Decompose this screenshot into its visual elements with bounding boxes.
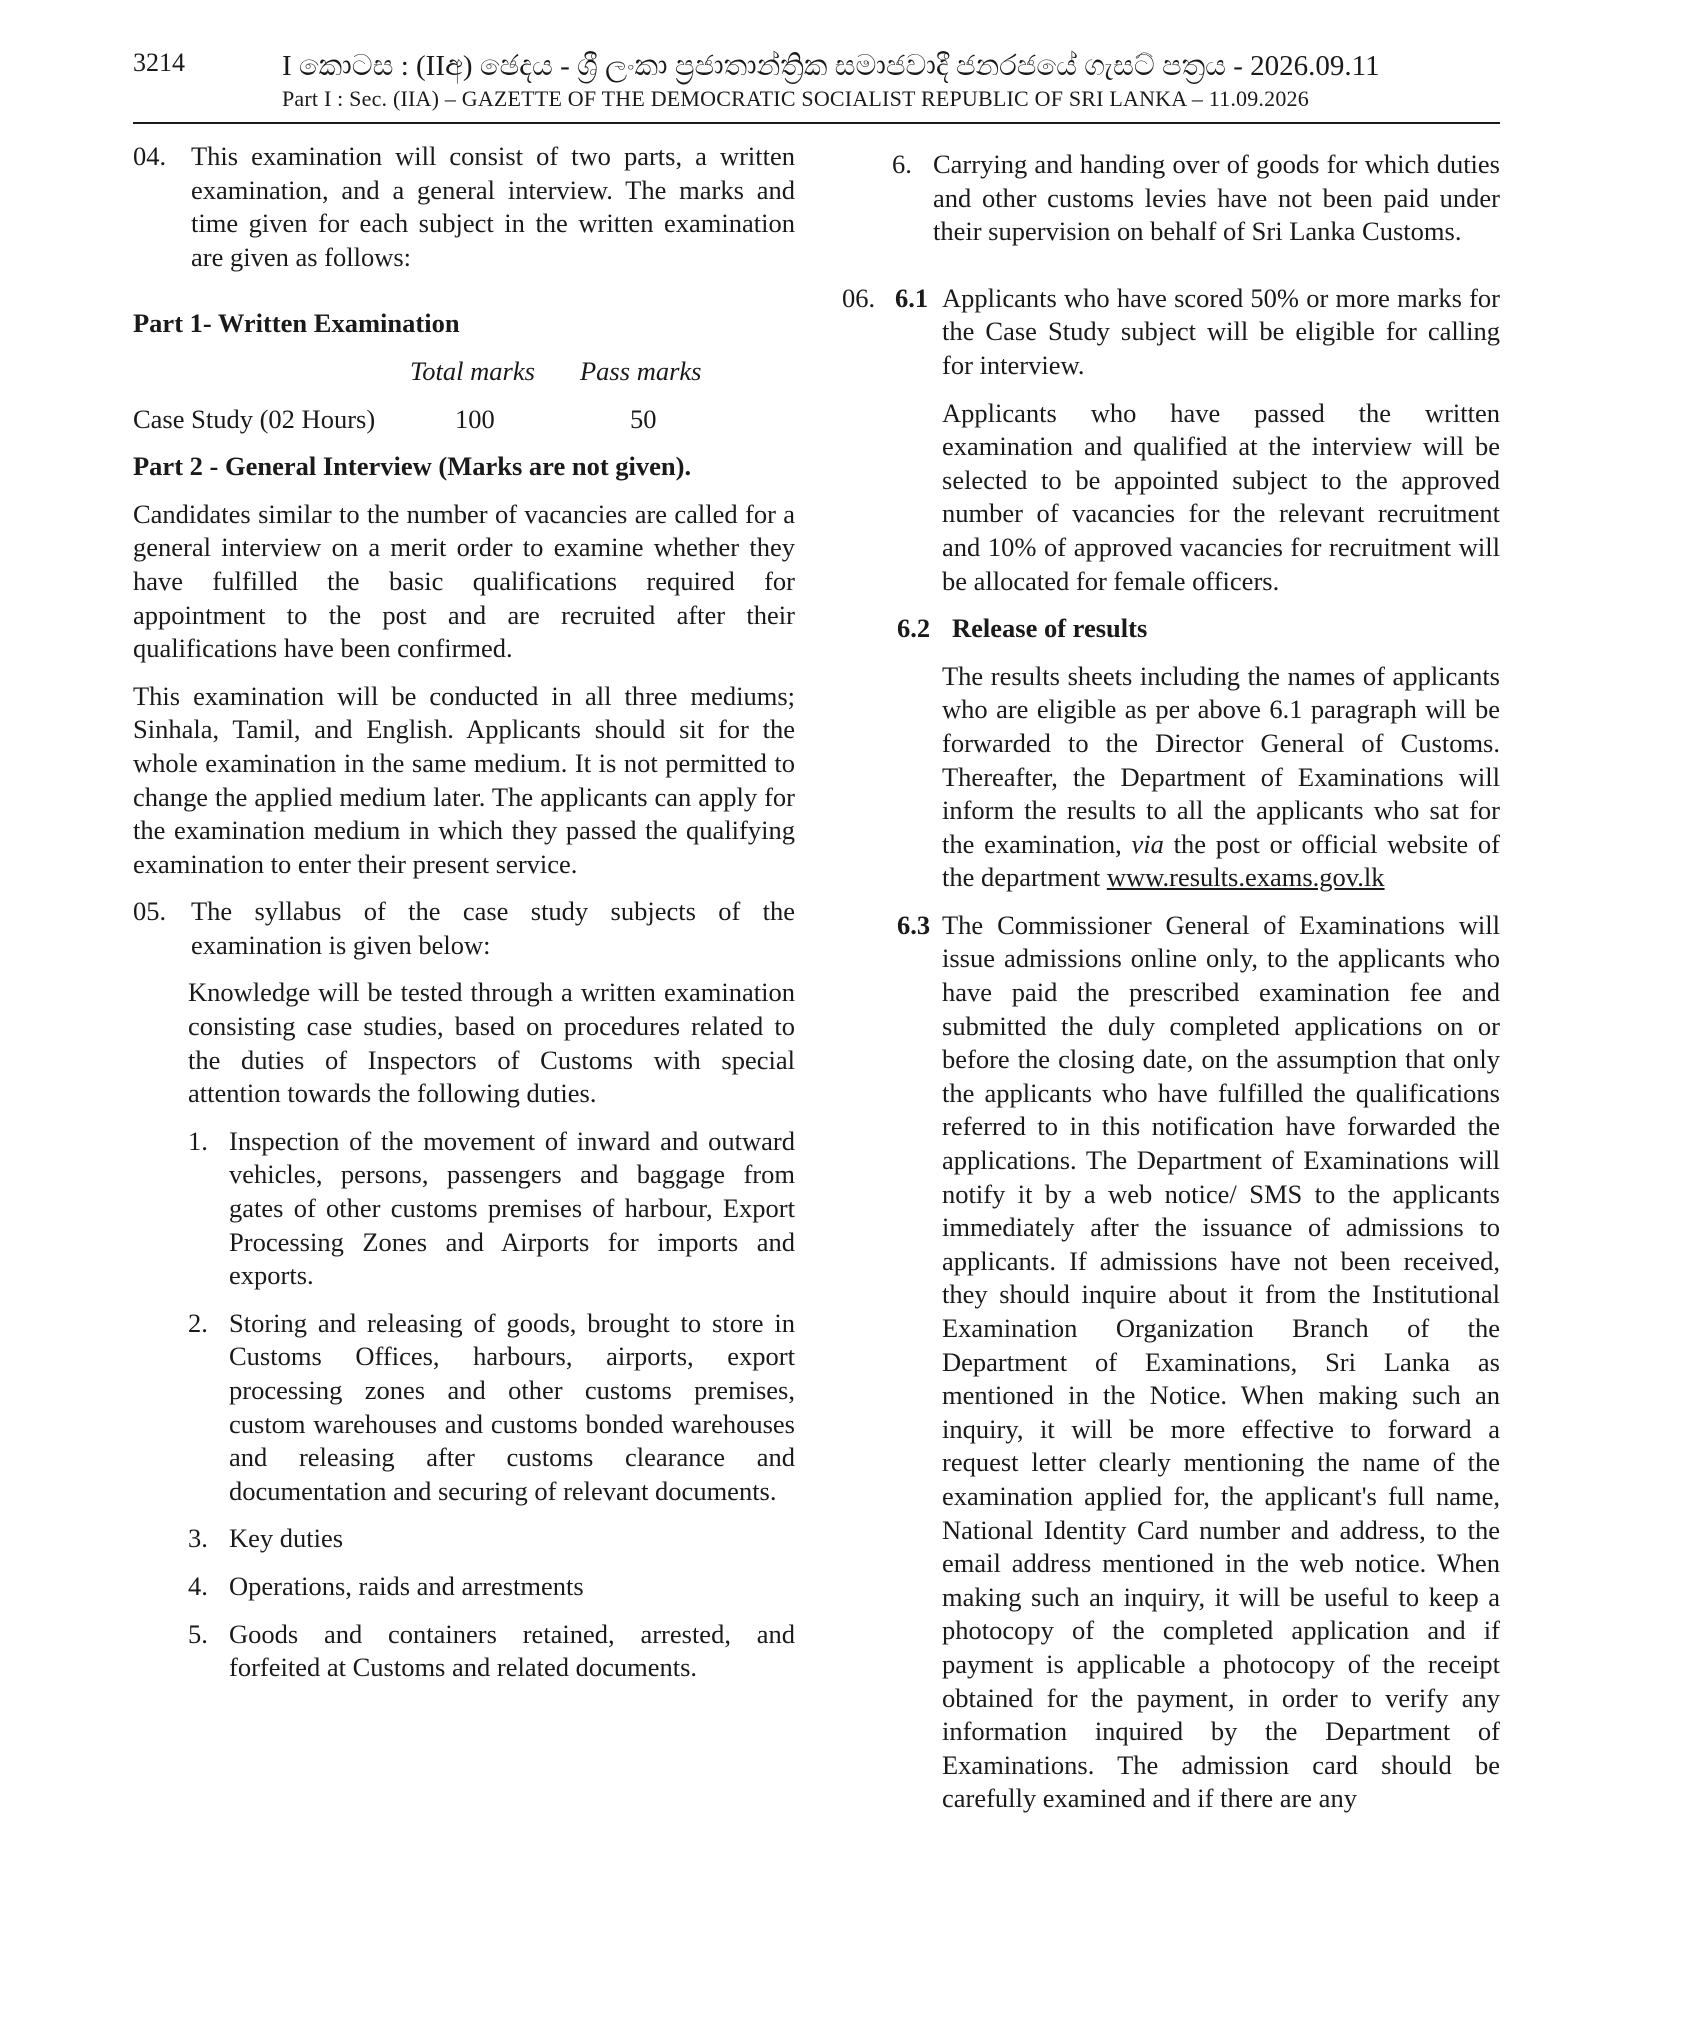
list-item [188, 1125, 795, 1293]
header-english-title: Part I : Sec. (IIA) – GAZETTE OF THE DEMOCRATIC SOCIALIST REPUBLIC OF SRI LANKA – 11.09.2026 [282, 86, 1309, 111]
list-number: 4. [188, 1570, 208, 1601]
results-text: The results sheets including the names of applicants who are eligible as per above 6.1 paragraph will be forwarded to the Director General of Customs. Thereafter, the Department of Examinations will inform the results to all the applicants who sat for the examination, [942, 660, 1500, 859]
results-paragraph [942, 660, 1500, 895]
section-label [842, 282, 942, 383]
list-text: Inspection of the movement of inward and outward vehicles, persons, passengers and baggage from gates of other customs premises of harbour, Export Processing Zones and Airports for imports and exports. [229, 1125, 795, 1291]
list-text: Key duties [229, 1523, 344, 1554]
list-text: Carrying and handing over of goods for which duties and other customs levies have not been paid under their supervision on behalf of Sri Lanka Customs. [933, 149, 1500, 247]
header-rule [133, 122, 1500, 124]
section-6-2 [842, 612, 1500, 646]
list-number: 2. [188, 1307, 208, 1338]
section-05 [133, 895, 795, 962]
section-text: This examination will consist of two parts, a written examination, and a general interview. The marks and time given for each subject in the written examination are given as follows: [191, 141, 795, 272]
part1-heading: Part 1- Written Examination [133, 308, 460, 339]
total-marks-header: Total marks [410, 355, 535, 386]
section-text: The syllabus of the case study subjects of the examination is given below: [191, 896, 795, 960]
subsection-text: Applicants who have scored 50% or more marks for the Case Study subject will be eligible for calling for interview. [942, 282, 1500, 380]
list-text: Operations, raids and arrestments [229, 1570, 584, 1601]
total-marks-cell: 100 [455, 403, 495, 434]
list-text: Goods and containers retained, arrested, and forfeited at Customs and related documents. [229, 1618, 795, 1683]
syllabus-paragraph: Knowledge will be tested through a written examination consisting case studies, based on procedures related to the duties of Inspectors of Customs with special attention towards the following duties. [188, 977, 795, 1109]
section-04 [133, 140, 795, 274]
paragraph-medium: This examination will be conducted in all three mediums; Sinhala, Tamil, and English. Applicants should sit for the whole examination in the same medium. It is not permitted to change the applied medium later. The applicants can apply for the examination medium in which they passed the qualifying examination to enter their present service. [133, 680, 795, 879]
results-text-cont: the post or official website of the department [942, 828, 1501, 893]
section-number: 06. [842, 282, 876, 313]
pass-marks-header: Pass marks [580, 355, 702, 386]
results-website-link[interactable]: www.results.exams.gov.lk [1106, 862, 1385, 893]
part2-heading: Part 2 - General Interview (Marks are not given). [133, 451, 692, 482]
list-item [188, 1618, 795, 1685]
marks-table-header [133, 355, 795, 389]
list-number: 1. [188, 1125, 208, 1156]
list-number: 5. [188, 1618, 208, 1649]
list-item [188, 1522, 795, 1556]
subsection-number: 6.1 [895, 282, 929, 313]
left-column [133, 140, 795, 1685]
subsection-number: 6.3 [897, 909, 931, 940]
section-label [842, 909, 942, 1816]
subsection-heading: Release of results [952, 613, 1148, 644]
right-column [842, 148, 1500, 1816]
list-text: Storing and releasing of goods, brought to store in Customs Offices, harbours, airports, export processing zones and other customs premises, custom warehouses and customs bonded warehouses and releasing after customs clearance and documentation and securing of relevant documents. [229, 1307, 795, 1506]
section-6-3 [842, 909, 1500, 1816]
subject-cell: Case Study (02 Hours) [133, 403, 376, 434]
selection-paragraph: Applicants who have passed the written examination and qualified at the interview will be selected to be appointed subject to the approved number of vacancies for the relevant recruitment and 10% of approved vacancies for recruitment will be allocated for female officers. [942, 397, 1500, 596]
pass-marks-cell: 50 [630, 403, 657, 434]
subsection-text: The Commissioner General of Examinations will issue admissions online only, to the applicants who have paid the prescribed examination fee and submitted the duly completed applications on or before the closing date, on the assumption that only the applicants who have fulfilled the qualifications referred to in this notification have forwarded the applications. The Department of Examinations will notify it by a web notice/ SMS to the applicants immediately after the issuance of admissions to applicants. If admissions have not been received, they should inquire about it from the Institutional Examination Organization Branch of the Department of Examinations, Sri Lanka as mentioned in the Notice. When making such an inquiry, it will be more effective to forward a request letter clearly mentioning the name of the examination applied for, the applicant's full name, National Identity Card number and address, to the email address mentioned in the web notice. When making such an inquiry, it will be useful to keep a photocopy of the completed application and if payment is applicable a photocopy of the receipt obtained for the payment, in order to verify any information inquired by the Department of Examinations. The admission card should be carefully examined and if there are any [942, 909, 1500, 1814]
list-item [188, 1307, 795, 1509]
paragraph-interview: Candidates similar to the number of vacancies are called for a general interview on a merit order to examine whether they have fulfilled the basic qualifications required for appointment to the post and are recruited after their qualifications have been confirmed. [133, 498, 795, 664]
list-item [892, 148, 1500, 249]
list-number: 3. [188, 1523, 208, 1554]
via-text: via [1131, 828, 1164, 859]
list-item [188, 1570, 795, 1604]
marks-table-row [133, 403, 795, 437]
section-number: 04. [133, 141, 167, 171]
header-sinhala-title: I කොටස : (IIඅ) ඡෙදය - ශ්‍රී ලංකා ප්‍රජාතාන්ත්‍රික සමාජවාදී ජනරජයේ ගැසට් පත්‍රය - 2026.09.11 [282, 50, 1380, 82]
section-label [842, 612, 942, 646]
section-6-1 [842, 282, 1500, 383]
list-number: 6. [892, 149, 912, 179]
subsection-number: 6.2 [897, 613, 931, 644]
page-number: 3214 [133, 48, 185, 77]
section-number: 05. [133, 896, 167, 927]
